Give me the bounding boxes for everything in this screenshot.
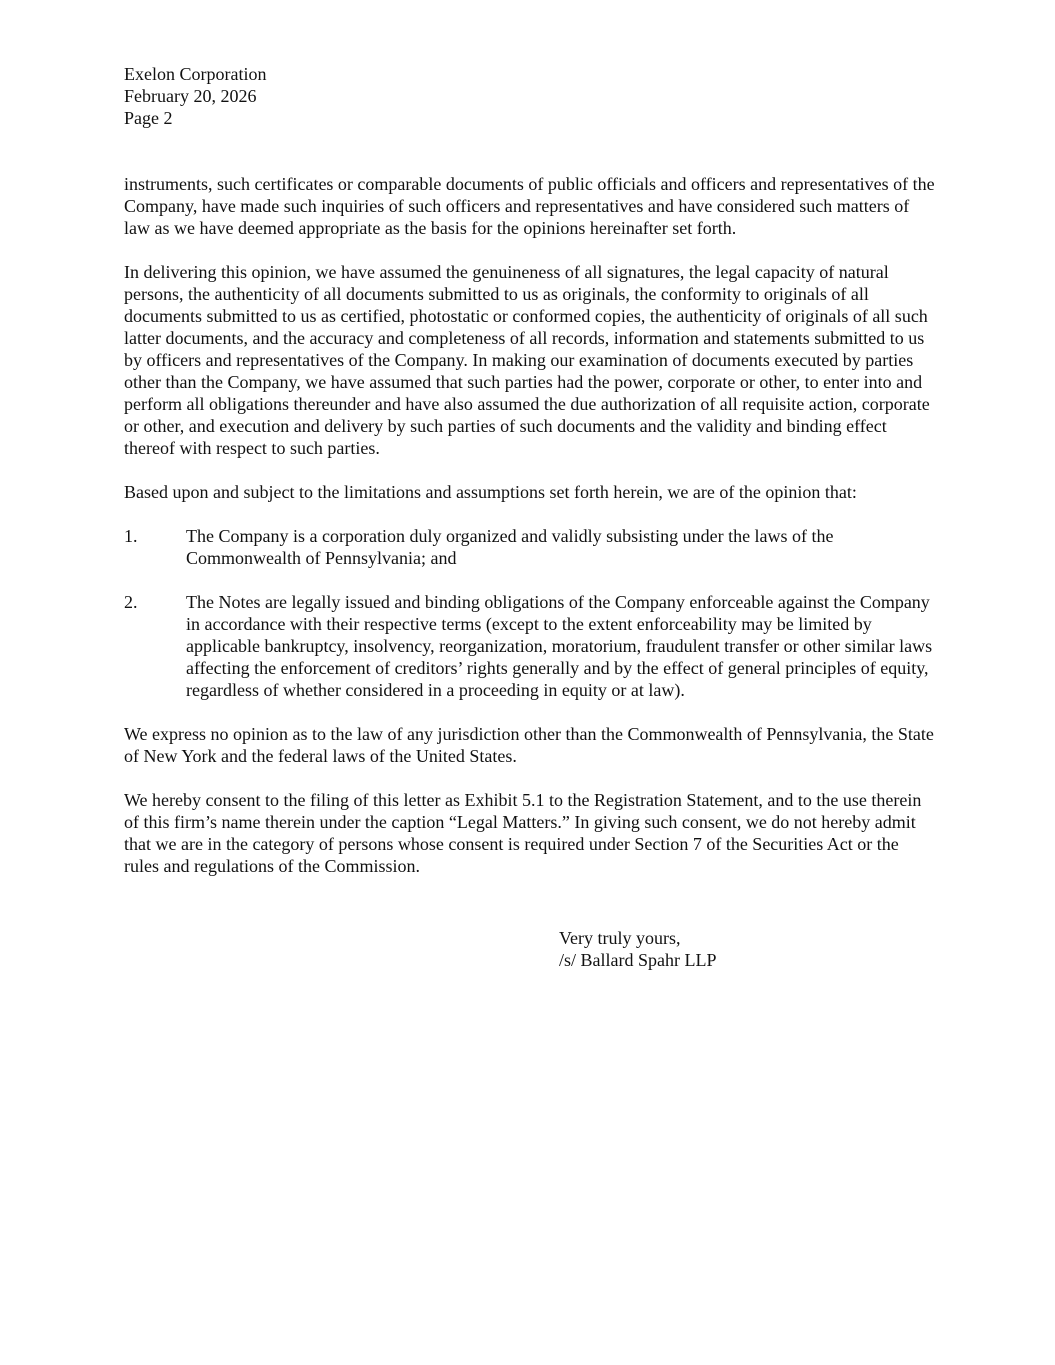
addressee-company: Exelon Corporation <box>124 64 267 84</box>
signature: /s/ Ballard Spahr LLP <box>559 950 717 970</box>
opinion-item-number: 1. <box>124 526 138 546</box>
opinion-item-text: The Notes are legally issued and binding obligations of the Company enforceable against the Company in accordance with their respective terms (except to the extent enforceability may be limited by applicable bankruptcy, insolvency, reorganization, moratorium, fraudulent transfer or other similar laws affecting the enforcement of creditors’ rights generally and by the effect of general principles of equity, regardless of whether considered in a proceeding in equity or at law). <box>186 592 933 700</box>
paragraph-consent: We hereby consent to the filing of this letter as Exhibit 5.1 to the Registration Statement, and to the use therein of this firm’s name therein under the caption “Legal Matters.” In giving such consent, we do not hereby admit that we are in the category of persons whose consent is required under Section 7 of the Securities Act or the rules and regulations of the Commission. <box>124 790 922 876</box>
opinion-item-number: 2. <box>124 592 138 612</box>
opinion-item-1 <box>124 525 936 569</box>
paragraph-jurisdiction: We express no opinion as to the law of any jurisdiction other than the Commonwealth of Pennsylvania, the State of New York and the federal laws of the United States. <box>124 724 934 766</box>
page-number: Page 2 <box>124 108 173 128</box>
closing-salutation: Very truly yours, <box>559 928 681 948</box>
letter-body <box>124 173 936 899</box>
letter-date: February 20, 2026 <box>124 86 257 106</box>
paragraph-assumptions: In delivering this opinion, we have assumed the genuineness of all signatures, the legal capacity of natural persons, the authenticity of all documents submitted to us as originals, the conformity to originals of all documents submitted to us as certified, photostatic or conformed copies, the authenticity of originals of all such latter documents, and the accuracy and completeness of all records, information and statements submitted to us by officers and representatives of the Company. In making our examination of documents executed by parties other than the Company, we have assumed that such parties had the power, corporate or other, to enter into and perform all obligations thereunder and have also assumed the due authorization of all requisite action, corporate or other, and execution and delivery by such parties of such documents and the validity and binding effect thereof with respect to such parties. <box>124 262 930 458</box>
letter-closing <box>559 927 716 971</box>
opinion-item-2 <box>124 591 936 701</box>
letter-header <box>124 63 266 129</box>
paragraph-documents-reviewed: instruments, such certificates or comparable documents of public officials and officers and representatives of the Company, have made such inquiries of such officers and representatives and have considered such matters of law as we have deemed appropriate as the basis for the opinions hereinafter set forth. <box>124 174 935 238</box>
paragraph-opinion-intro: Based upon and subject to the limitations and assumptions set forth herein, we are of the opinion that: <box>124 482 857 502</box>
opinion-item-text: The Company is a corporation duly organized and validly subsisting under the laws of the Commonwealth of Pennsylvania; and <box>186 526 834 568</box>
